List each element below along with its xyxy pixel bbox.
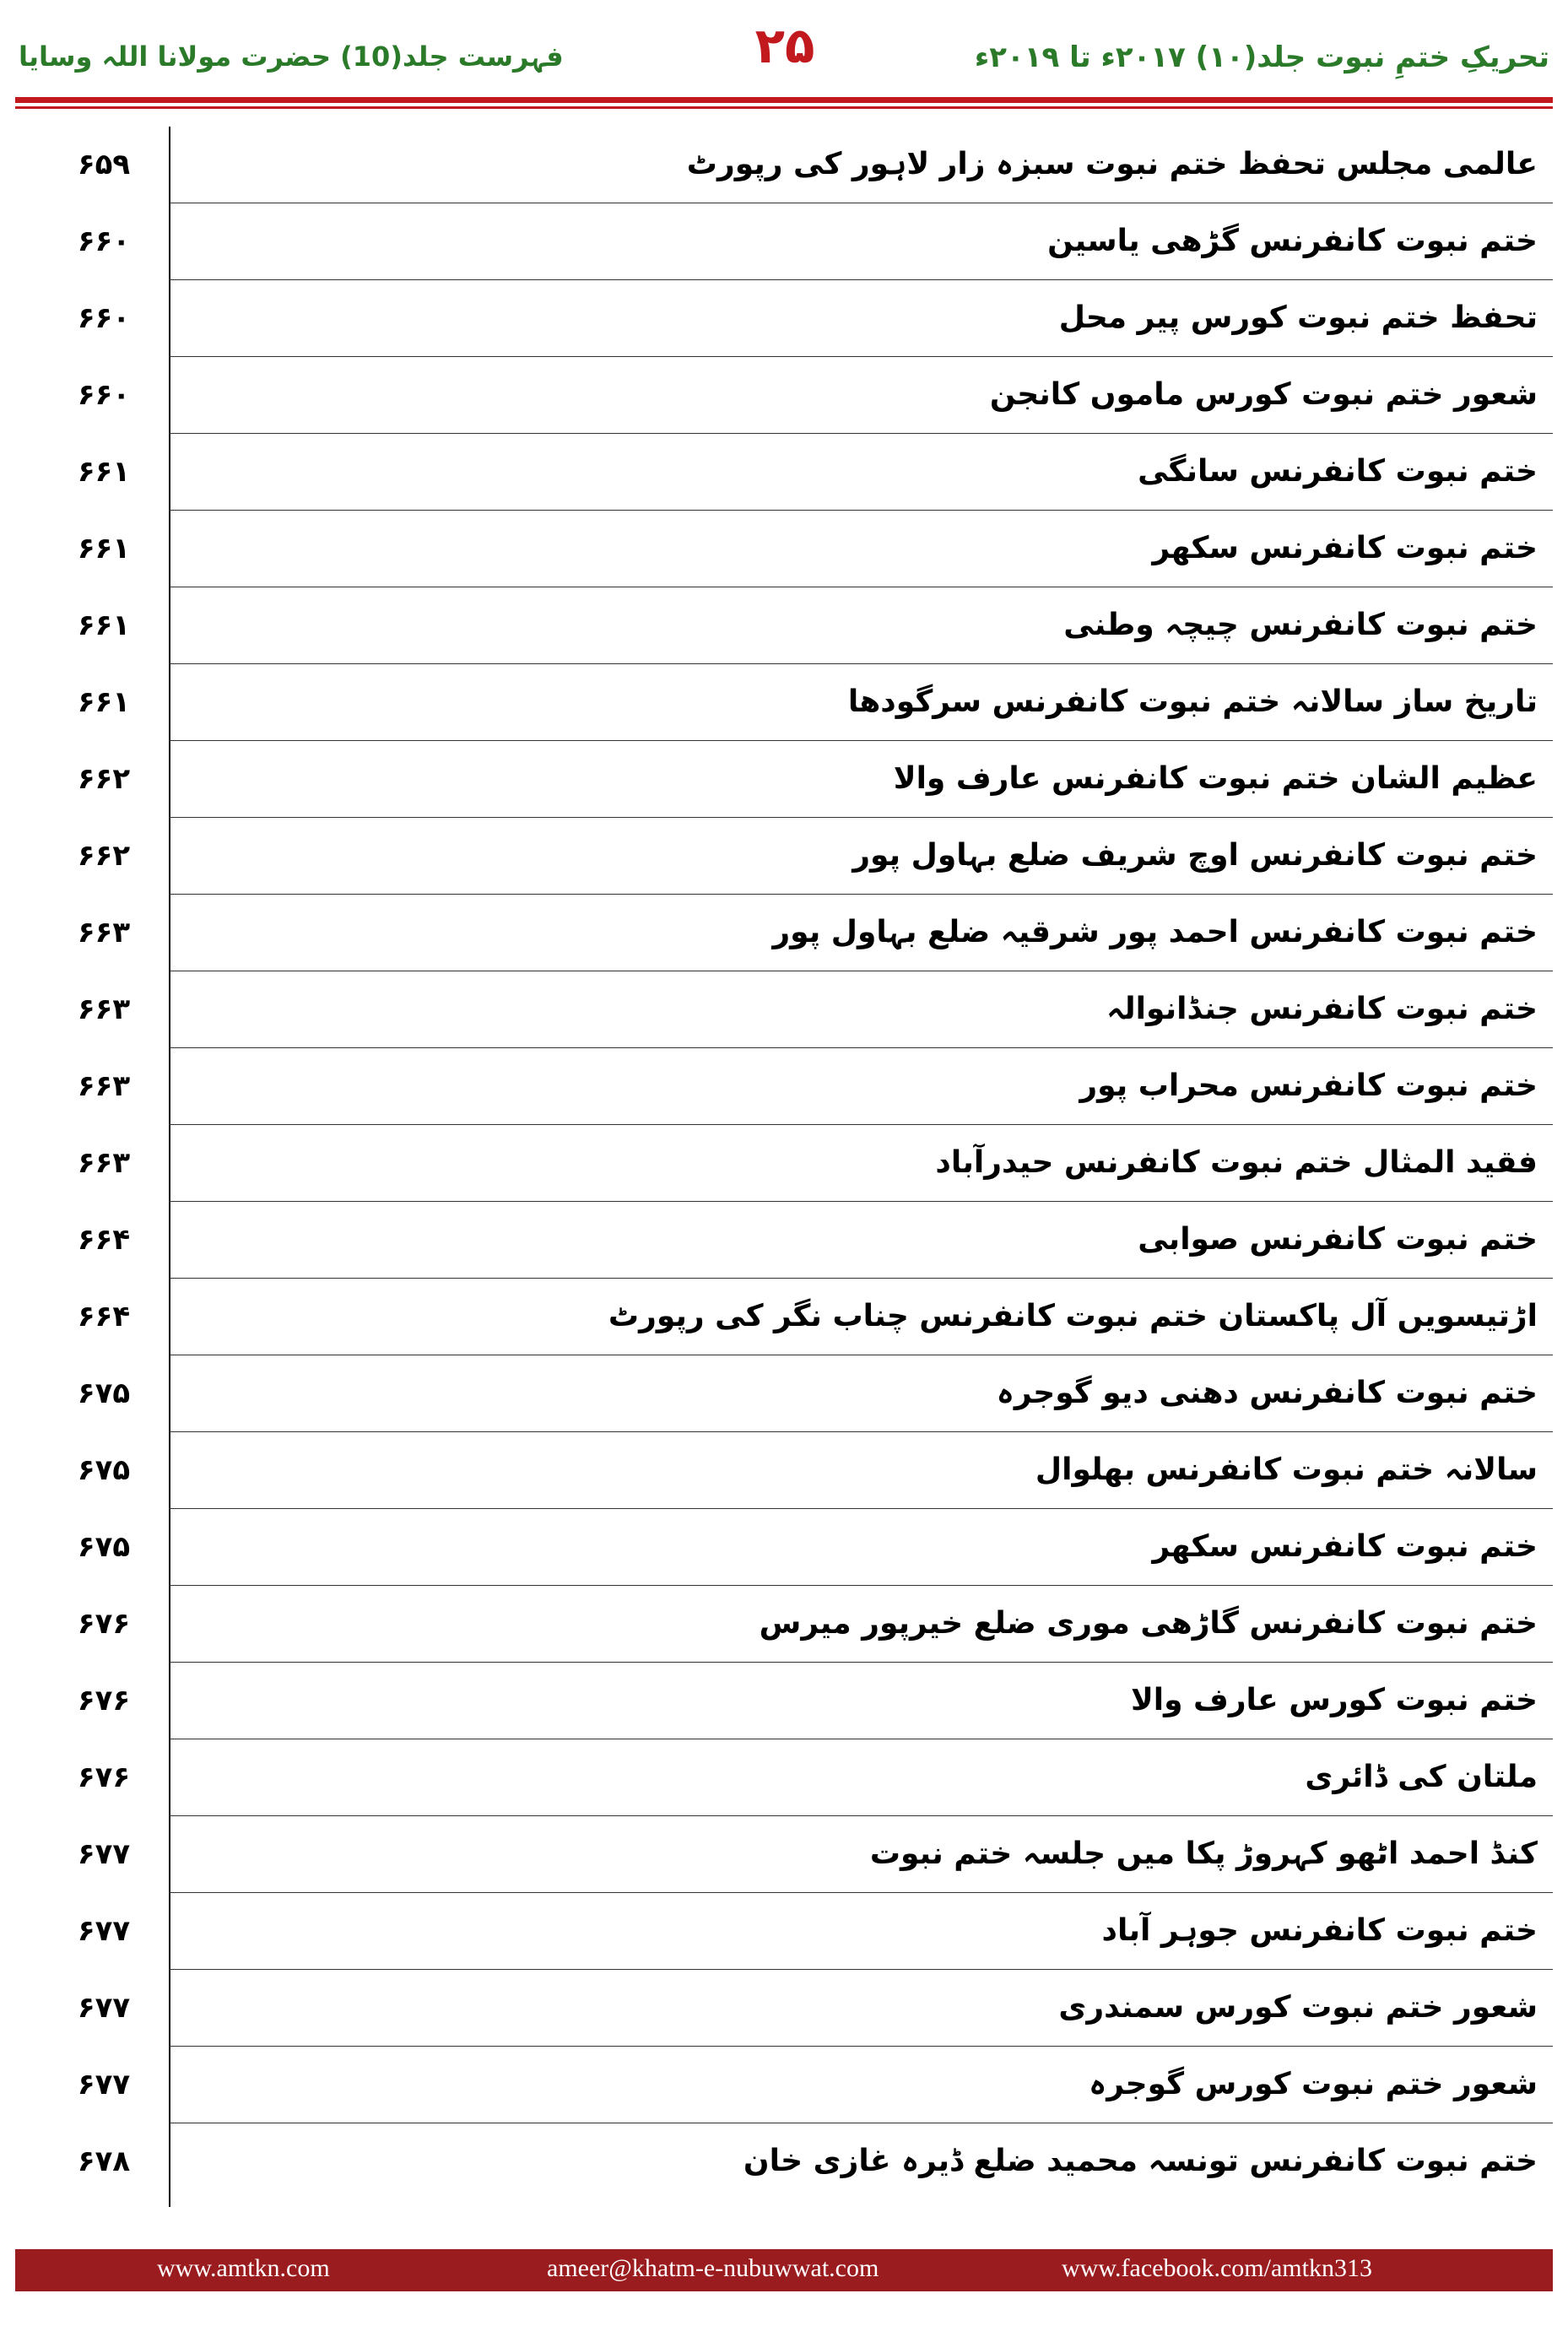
entry-page-number: ۶۶۲ bbox=[77, 762, 131, 796]
entry-page-number: ۶۶۴ bbox=[77, 1223, 131, 1257]
footer-website-link[interactable]: www.amtkn.com bbox=[157, 2254, 330, 2282]
table-row bbox=[15, 1125, 1553, 1202]
header-rule-thick bbox=[15, 97, 1553, 103]
table-row bbox=[15, 1739, 1553, 1816]
entry-title: ختم نبوت کانفرنس سکھر bbox=[1152, 1529, 1538, 1564]
entry-title: سالانہ ختم نبوت کانفرنس بھلوال bbox=[1035, 1452, 1538, 1487]
entry-title: ختم نبوت کانفرنس محراب پور bbox=[1079, 1068, 1538, 1103]
entry-page-number: ۶۷۷ bbox=[77, 1914, 131, 1948]
entry-title: ختم نبوت کانفرنس تونسہ محمید ضلع ڈیرہ غازی خان bbox=[743, 2144, 1538, 2178]
entry-title: فقید المثال ختم نبوت کانفرنس حیدرآباد bbox=[935, 1145, 1538, 1180]
table-row bbox=[15, 664, 1553, 741]
entry-title: ختم نبوت کانفرنس سانگی bbox=[1138, 454, 1538, 489]
table-row bbox=[15, 1663, 1553, 1739]
entry-page-number: ۶۷۶ bbox=[77, 1761, 131, 1794]
entry-title: کنڈ احمد اٹھو کہروڑ پکا میں جلسہ ختم نبوت bbox=[869, 1836, 1538, 1871]
entry-page-number: ۶۷۷ bbox=[77, 1991, 131, 2025]
entry-title: عظیم الشان ختم نبوت کانفرنس عارف والا bbox=[893, 761, 1538, 796]
entry-page-number: ۶۶۴ bbox=[77, 1300, 131, 1333]
entry-page-number: ۶۶۱ bbox=[77, 685, 131, 719]
table-row bbox=[15, 1202, 1553, 1279]
entry-page-number: ۶۵۹ bbox=[77, 148, 131, 181]
table-row bbox=[15, 1355, 1553, 1432]
table-row bbox=[15, 357, 1553, 434]
table-row bbox=[15, 2047, 1553, 2123]
entry-title: ختم نبوت کانفرنس گاڑھی موری ضلع خیرپور میرس bbox=[759, 1606, 1538, 1641]
table-row bbox=[15, 971, 1553, 1048]
section-title: فہرست جلد(10) حضرت مولانا اللہ وسایا bbox=[19, 41, 564, 73]
entry-page-number: ۶۶۳ bbox=[77, 1146, 131, 1180]
table-row bbox=[15, 2123, 1553, 2200]
entry-title: تاریخ ساز سالانہ ختم نبوت کانفرنس سرگودھا bbox=[847, 684, 1538, 719]
entry-page-number: ۶۷۸ bbox=[77, 2145, 131, 2178]
entry-page-number: ۶۶۳ bbox=[77, 993, 131, 1026]
table-row bbox=[15, 1432, 1553, 1509]
entry-title: ختم نبوت کانفرنس جنڈانوالہ bbox=[1106, 992, 1538, 1026]
entry-title: ختم نبوت کانفرنس سکھر bbox=[1152, 531, 1538, 565]
table-row bbox=[15, 434, 1553, 511]
entry-title: ختم نبوت کانفرنس چیچہ وطنی bbox=[1063, 608, 1538, 642]
entry-title: ختم نبوت کانفرنس گڑھی یاسین bbox=[1047, 224, 1538, 258]
page-number: ۲۵ bbox=[754, 17, 815, 74]
entry-page-number: ۶۷۷ bbox=[77, 1837, 131, 1871]
page-footer bbox=[15, 2249, 1553, 2291]
entry-title: ختم نبوت کورس عارف والا bbox=[1130, 1683, 1538, 1717]
entry-page-number: ۶۶۳ bbox=[77, 1069, 131, 1103]
entry-title: اڑتیسویں آل پاکستان ختم نبوت کانفرنس چناب نگر کی رپورٹ bbox=[608, 1299, 1538, 1333]
entry-title: شعور ختم نبوت کورس سمندری bbox=[1058, 1990, 1538, 2025]
table-row bbox=[15, 1048, 1553, 1125]
table-row bbox=[15, 1893, 1553, 1970]
entry-page-number: ۶۷۷ bbox=[77, 2068, 131, 2101]
entry-page-number: ۶۷۶ bbox=[77, 1607, 131, 1641]
entry-title: ملتان کی ڈائری bbox=[1305, 1760, 1538, 1794]
entry-title: ختم نبوت کانفرنس اوچ شریف ضلع بہاول پور bbox=[852, 838, 1538, 873]
entry-page-number: ۶۷۵ bbox=[77, 1453, 131, 1487]
table-row bbox=[15, 1816, 1553, 1893]
table-row bbox=[15, 127, 1553, 203]
table-row bbox=[15, 1509, 1553, 1586]
entry-page-number: ۶۶۱ bbox=[77, 532, 131, 565]
entry-title: ختم نبوت کانفرنس دھنی دیو گوجرہ bbox=[996, 1376, 1538, 1410]
entry-title: ختم نبوت کانفرنس جوہر آباد bbox=[1101, 1913, 1538, 1948]
table-row bbox=[15, 1586, 1553, 1663]
entry-page-number: ۶۷۵ bbox=[77, 1377, 131, 1410]
entry-page-number: ۶۶۰ bbox=[77, 224, 131, 258]
entry-page-number: ۶۶۰ bbox=[77, 378, 131, 412]
table-row bbox=[15, 511, 1553, 587]
entry-title: تحفظ ختم نبوت کورس پیر محل bbox=[1058, 300, 1538, 335]
table-row bbox=[15, 895, 1553, 971]
table-row bbox=[15, 203, 1553, 280]
entry-title: شعور ختم نبوت کورس گوجرہ bbox=[1089, 2067, 1538, 2101]
entry-page-number: ۶۷۵ bbox=[77, 1530, 131, 1564]
header-rule-thin bbox=[15, 106, 1553, 109]
entry-page-number: ۶۶۱ bbox=[77, 455, 131, 489]
page-header bbox=[0, 0, 1568, 101]
entry-page-number: ۶۶۲ bbox=[77, 839, 131, 873]
table-row bbox=[15, 741, 1553, 818]
entry-page-number: ۶۶۰ bbox=[77, 301, 131, 335]
entry-title: ختم نبوت کانفرنس صوابی bbox=[1138, 1222, 1538, 1257]
table-row bbox=[15, 587, 1553, 664]
entry-page-number: ۶۶۳ bbox=[77, 916, 131, 949]
footer-email-link[interactable]: ameer@khatm-e-nubuwwat.com bbox=[547, 2254, 879, 2282]
table-row bbox=[15, 818, 1553, 895]
entry-page-number: ۶۷۶ bbox=[77, 1684, 131, 1717]
entry-page-number: ۶۶۱ bbox=[77, 608, 131, 642]
table-row bbox=[15, 280, 1553, 357]
book-title: تحریکِ ختمِ نبوت جلد(۱۰) ۲۰۱۷ء تا ۲۰۱۹ء bbox=[974, 41, 1549, 74]
entry-title: ختم نبوت کانفرنس احمد پور شرقیہ ضلع بہاول پور bbox=[772, 915, 1538, 949]
table-row bbox=[15, 1970, 1553, 2047]
entry-title: عالمی مجلس تحفظ ختم نبوت سبزہ زار لاہور کی رپورٹ bbox=[686, 147, 1538, 181]
table-row bbox=[15, 1279, 1553, 1355]
entry-title: شعور ختم نبوت کورس ماموں کانجن bbox=[989, 377, 1538, 412]
footer-facebook-link[interactable]: www.facebook.com/amtkn313 bbox=[1062, 2254, 1372, 2282]
